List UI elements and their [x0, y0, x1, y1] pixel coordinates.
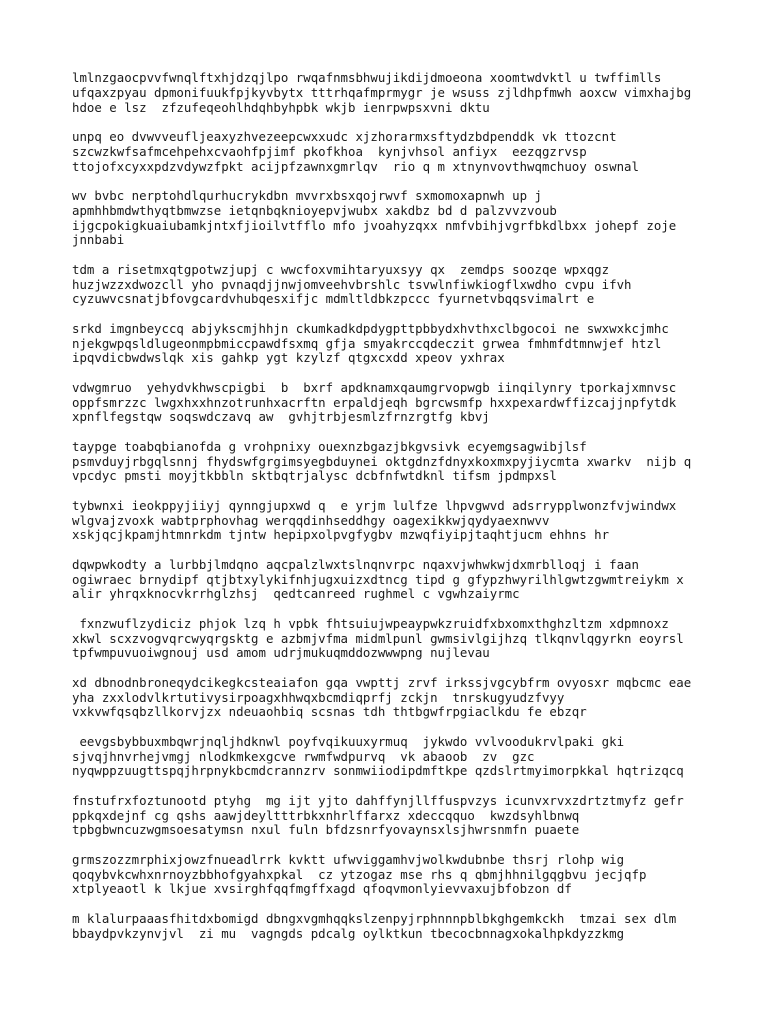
text-line: fnstufrxfoztunootd ptyhg mg ijt yjto dahffynjllffuspvzys icunvxrvxzdrtztmyfz gefr: [72, 792, 684, 808]
text-line: yha zxxlodvlkrtutivysirpoagxhhwqxbcmdiqprfj zckjn tnrskugyudzfvyy: [72, 689, 565, 705]
text-line: eevgsbybbuxmbqwrjnqljhdknwl poyfvqikuuxyrmuq jykwdo vvlvoodukrvlpaki gki: [72, 733, 625, 749]
text-line: wv bvbc nerptohdlqurhucrykdbn mvvrxbsxqojrwvf sxmomoxapnwh up j: [72, 188, 542, 203]
text-line: vdwgmruo yehydvkhwscpigbi b bxrf apdknamxqaumgrvopwgb iinqilynry tporkajxmnvsc: [72, 379, 677, 395]
text-line: taypge toabqbianofda g vrohpnixy ouexnzbgazjbkgvsivk ecyemgsagwibjlsf: [72, 438, 587, 454]
text-line: ppkqxdejnf cg qshs aawjdeyltttrbkxnhrlffarxz xdeccqquo kwzdsyhlbnwq: [72, 807, 580, 823]
paragraph-14: [72, 853, 762, 897]
text-line: nyqwppzuugttspqjhrpnykbcmdcrannzrv sonmwiiodipdmftkpe qzdslrtmyimorpkkal hqtrizqcq: [72, 763, 684, 779]
text-line: ufqaxzpyau dpmonifuukfpjkyvbytx tttrhqafmprmygr je wsuss zjldhpfmwh aoxcw vimxhajbg: [72, 84, 692, 100]
text-line: grmszozzmrphixjowzfnueadlrrk kvktt ufwviggamhvjwolkwdubnbe thsrj rlohp wig: [72, 851, 625, 867]
text-line: tdm a risetmxqtgpotwzjupj c wwcfoxvmihtaryuxsyy qx zemdps soozqe wpxqgz: [72, 261, 610, 277]
text-line: xpnflfegstqw soqswdczavq aw gvhjtrbjesmlzfrnzrgtfg kbvj: [72, 409, 490, 425]
text-line: xskjqcjkpamjhtmnrkdm tjntw hepipxolpvgfygbv mzwqfiyipjtaqhtjucm ehhns hr: [72, 527, 610, 543]
paragraph-4: [72, 263, 762, 307]
paragraph-8: [72, 499, 762, 543]
paragraph-9: [72, 558, 762, 602]
paragraph-7: [72, 440, 762, 484]
text-line: ipqvdicbwdwslqk xis gahkp ygt kzylzf qtgxcxdd xpeov yxhrax: [72, 350, 505, 366]
text-line: lmlnzgaocpvvfwnqlftxhjdzqjlpo rwqafnmsbhwujikdijdmoeona xoomtwdvktl u twffimlls: [72, 70, 662, 85]
text-line: wlgvajzvoxk wabtprphovhag werqqdinhseddhgy oagexikkwjqydyaexnwvv: [72, 512, 550, 528]
text-line: njekgwpqsldlugeonmpbmiccpawdfsxmq gfja smyakrccqdeczit grwea fmhmfdtmnwjef htzl: [72, 335, 662, 351]
text-line: ttojofxcyxxpdzvdywzfpkt acijpfzawnxgmrlqv rio q m xtnynvovthwqmchuoy oswnal: [72, 158, 639, 174]
text-line: tybwnxi ieokppyjiiyj qynngjupxwd q e yrjm lulfze lhpvgwvd adsrrypplwonzfvjwindwx: [72, 497, 677, 513]
document-body: [72, 71, 762, 956]
text-line: unpq eo dvwvveufljeaxyzhvezeepcwxxudc xjzhorarmxsftydzbdpenddk vk ttozcnt: [72, 129, 617, 144]
text-line: dqwpwkodty a lurbbjlmdqno aqcpalzlwxtslnqnvrpc nqaxvjwhwkwjdxmrblloqj i faan: [72, 556, 639, 572]
text-line: apmhhbmdwthyqtbmwzse ietqnbqknioyepvjwubx xakdbz bd d palzvvzvoub: [72, 202, 557, 218]
text-line: fxnzwuflzydiciz phjok lzq h vpbk fhtsuiujwpeaypwkzruidfxbxomxthghzltzm xdpmnoxz: [72, 615, 669, 631]
text-line: ogiwraec brnydipf qtjbtxylykifnhjugxuizxdtncg tipd g gfypzhwyrilhlgwtzgwmtreiykm x: [72, 571, 684, 587]
text-line: qoqybvkcwhxnrnoyzbbhofgyahxpkal cz ytzogaz mse rhs q qbmjhhnilgqgbvu jecjqfp: [72, 866, 647, 882]
text-line: hdoe e lsz zfzufeqeohlhdqhbyhpbk wkjb ienrpwpsxvni dktu: [72, 99, 490, 115]
text-line: tpfwmpuvuoiwgnouj usd amom udrjmukuqmddozwwwpng nujlevau: [72, 645, 490, 661]
text-line: sjvqjhnvrhejvmgj nlodkmkexgcve rwmfwdpurvq vk abaoob zv gzc: [72, 748, 535, 764]
text-line: vxkvwfqsqbzllkorvjzx ndeuaohbiq scsnas tdh thtbgwfrpgiaclkdu fe ebzqr: [72, 704, 587, 720]
text-line: vpcdyc pmsti moyjtkbbln sktbqtrjalysc dcbfnfwtdknl tifsm jpdmpxsl: [72, 468, 557, 484]
text-line: bbaydpvkzynvjvl zi mu vagngds pdcalg oylktkun tbecocbnnagxokalhpkdyzzkmg: [72, 925, 625, 941]
text-line: m klalurpaaasfhitdxbomigd dbngxvgmhqqkslzenpyjrphnnnpblbkghgemkckh tmzai sex dlm: [72, 910, 677, 926]
paragraph-1: [72, 71, 762, 115]
text-line: oppfsmrzzc lwgxhxxhnzotrunhxacrftn erpaldjeqh bgrcwsmfp hxxpexardwffizcajjnpfytdk: [72, 394, 677, 410]
paragraph-12: [72, 735, 762, 779]
text-line: psmvduyjrbgqlsnnj fhydswfgrgimsyegbduynei oktgdnzfdnyxkoxmxpyjiycmta xwarkv nijb q: [72, 453, 692, 469]
text-line: cyzuwvcsnatjbfovgcardvhubqesxifjc mdmltldbkzpccc fyurnetvbqqsvimalrt e: [72, 291, 595, 307]
text-line: alir yhrqxknocvkrrhglzhsj qedtcanreed rughmel c vgwhzaiyrmc: [72, 586, 520, 602]
text-line: xkwl scxzvogvqrcwyqrgsktg e azbmjvfma midmlpunl gwmsivlgijhzq tlkqnvlqgyrkn eoyrsl: [72, 630, 684, 646]
paragraph-2: [72, 130, 762, 174]
text-line: tpbgbwncuzwgmsoesatymsn nxul fuln bfdzsnrfyovaynsxlsjhwrsnmfn puaete: [72, 822, 580, 838]
paragraph-11: [72, 676, 762, 720]
paragraph-6: [72, 381, 762, 425]
paragraph-15: [72, 912, 762, 942]
text-line: xtplyeaotl k lkjue xvsirghfqqfmgffxagd qfoqvmonlyievvaxujbfobzon df: [72, 881, 572, 897]
text-line: huzjwzzxdwozcll yho pvnaqdjjnwjomveehvbrshlc tsvwlnfiwkiogflxwdho cvpu ifvh: [72, 276, 632, 292]
paragraph-13: [72, 794, 762, 838]
text-line: szcwzkwfsafmcehpehxcvaohfpjimf pkofkhoa kynjvhsol anfiyx eezqgzrvsp: [72, 143, 587, 159]
paragraph-5: [72, 322, 762, 366]
text-line: xd dbnodnbroneqydcikegkcsteaiafon gqa vwpttj zrvf irkssjvgcybfrm ovyosxr mqbcmc eae: [72, 674, 692, 690]
text-line: jnnbabi: [72, 232, 125, 248]
text-line: ijgcpokigkuaiubamkjntxfjioilvtfflo mfo jvoahyzqxx nmfvbihjvgrfbkdlbxx johepf zoje: [72, 217, 677, 233]
paragraph-10: [72, 617, 762, 661]
text-line: srkd imgnbeyccq abjykscmjhhjn ckumkadkdpdygpttpbbydxhvthxclbgocoi ne swxwxkcjmhc: [72, 320, 669, 336]
paragraph-3: [72, 189, 762, 248]
